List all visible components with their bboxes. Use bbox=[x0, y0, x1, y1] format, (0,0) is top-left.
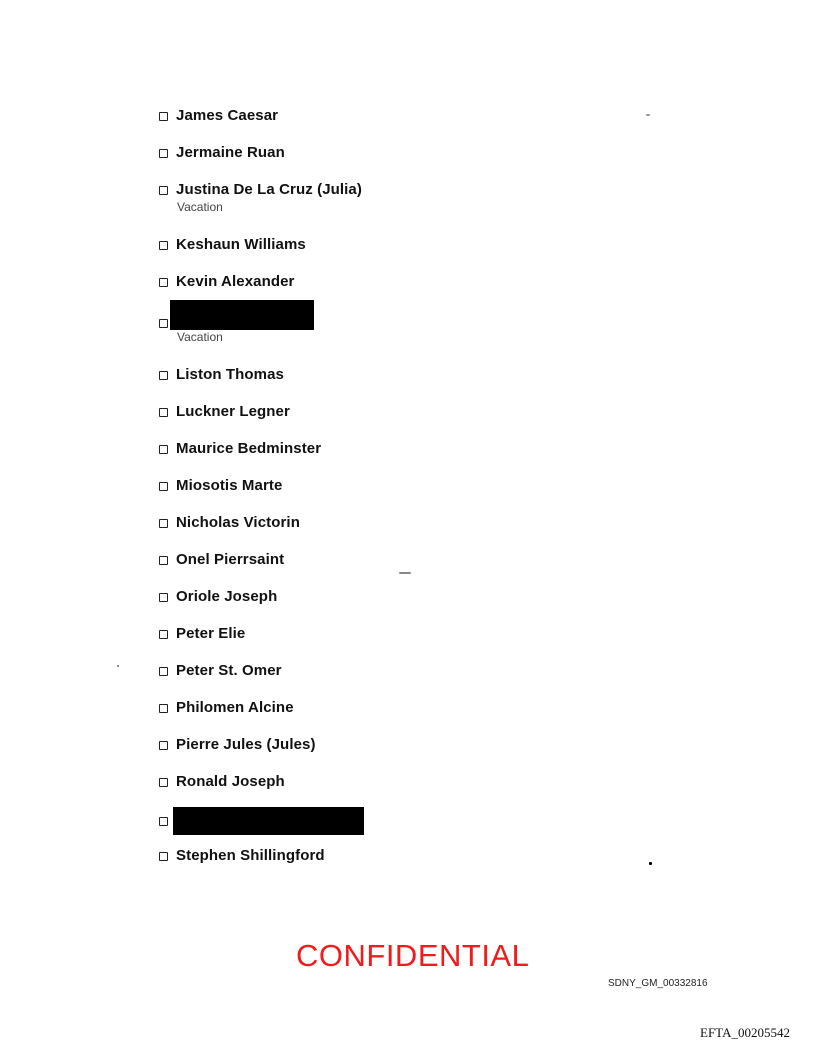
list-item bbox=[159, 699, 294, 717]
scan-speck bbox=[117, 665, 119, 667]
scan-speck bbox=[646, 114, 650, 116]
person-name: Jermaine Ruan bbox=[176, 144, 285, 161]
scan-speck bbox=[649, 862, 652, 865]
list-item bbox=[159, 662, 282, 680]
redaction-block bbox=[173, 807, 364, 835]
checkbox[interactable] bbox=[159, 704, 168, 713]
list-item bbox=[159, 440, 321, 458]
person-name: Onel Pierrsaint bbox=[176, 551, 285, 568]
checkbox[interactable] bbox=[159, 852, 168, 861]
person-name: Oriole Joseph bbox=[176, 588, 278, 605]
list-item bbox=[159, 551, 284, 569]
person-name: Luckner Legner bbox=[176, 403, 290, 420]
list-item bbox=[159, 403, 290, 421]
list-item bbox=[159, 181, 362, 215]
list-item bbox=[159, 300, 314, 345]
checkbox[interactable] bbox=[159, 319, 168, 328]
list-item bbox=[159, 366, 284, 384]
person-name: Liston Thomas bbox=[176, 366, 284, 383]
redaction-block bbox=[170, 300, 314, 330]
person-name: Pierre Jules (Jules) bbox=[176, 736, 316, 753]
checkbox[interactable] bbox=[159, 482, 168, 491]
person-name: Justina De La Cruz (Julia) bbox=[176, 181, 362, 198]
person-name: Maurice Bedminster bbox=[176, 440, 322, 457]
document-id: EFTA_00205542 bbox=[700, 1025, 790, 1040]
list-item bbox=[159, 144, 285, 162]
checkbox[interactable] bbox=[159, 149, 168, 158]
person-name: James Caesar bbox=[176, 107, 279, 124]
list-item bbox=[159, 107, 278, 125]
list-item bbox=[159, 588, 277, 606]
checkbox[interactable] bbox=[159, 445, 168, 454]
checkbox[interactable] bbox=[159, 556, 168, 565]
list-item bbox=[159, 807, 364, 835]
list-item bbox=[159, 773, 285, 791]
person-name: Stephen Shillingford bbox=[176, 847, 325, 864]
status-note: Vacation bbox=[177, 200, 223, 214]
checkbox[interactable] bbox=[159, 278, 168, 287]
confidential-stamp: CONFIDENTIAL bbox=[296, 938, 530, 973]
checkbox[interactable] bbox=[159, 667, 168, 676]
list-item bbox=[159, 477, 282, 495]
person-name: Miosotis Marte bbox=[176, 477, 283, 494]
person-name: Nicholas Victorin bbox=[176, 514, 300, 531]
checkbox[interactable] bbox=[159, 778, 168, 787]
list-item bbox=[159, 736, 316, 754]
checkbox[interactable] bbox=[159, 593, 168, 602]
checkbox[interactable] bbox=[159, 408, 168, 417]
person-name: Ronald Joseph bbox=[176, 773, 285, 790]
checkbox[interactable] bbox=[159, 741, 168, 750]
checkbox[interactable] bbox=[159, 519, 168, 528]
bates-number: SDNY_GM_00332816 bbox=[608, 978, 708, 989]
list-item bbox=[159, 514, 300, 532]
status-note: Vacation bbox=[177, 330, 223, 344]
person-name: Peter Elie bbox=[176, 625, 246, 642]
checkbox[interactable] bbox=[159, 186, 168, 195]
checkbox[interactable] bbox=[159, 371, 168, 380]
list-item bbox=[159, 236, 306, 254]
checkbox[interactable] bbox=[159, 112, 168, 121]
person-name: Peter St. Omer bbox=[176, 662, 282, 679]
list-item bbox=[159, 625, 245, 643]
person-name: Philomen Alcine bbox=[176, 699, 294, 716]
list-item bbox=[159, 273, 295, 291]
checkbox[interactable] bbox=[159, 817, 168, 826]
person-name: Keshaun Williams bbox=[176, 236, 306, 253]
list-item bbox=[159, 847, 325, 865]
checkbox[interactable] bbox=[159, 241, 168, 250]
person-name: Kevin Alexander bbox=[176, 273, 295, 290]
checkbox[interactable] bbox=[159, 630, 168, 639]
scan-speck bbox=[399, 572, 411, 574]
